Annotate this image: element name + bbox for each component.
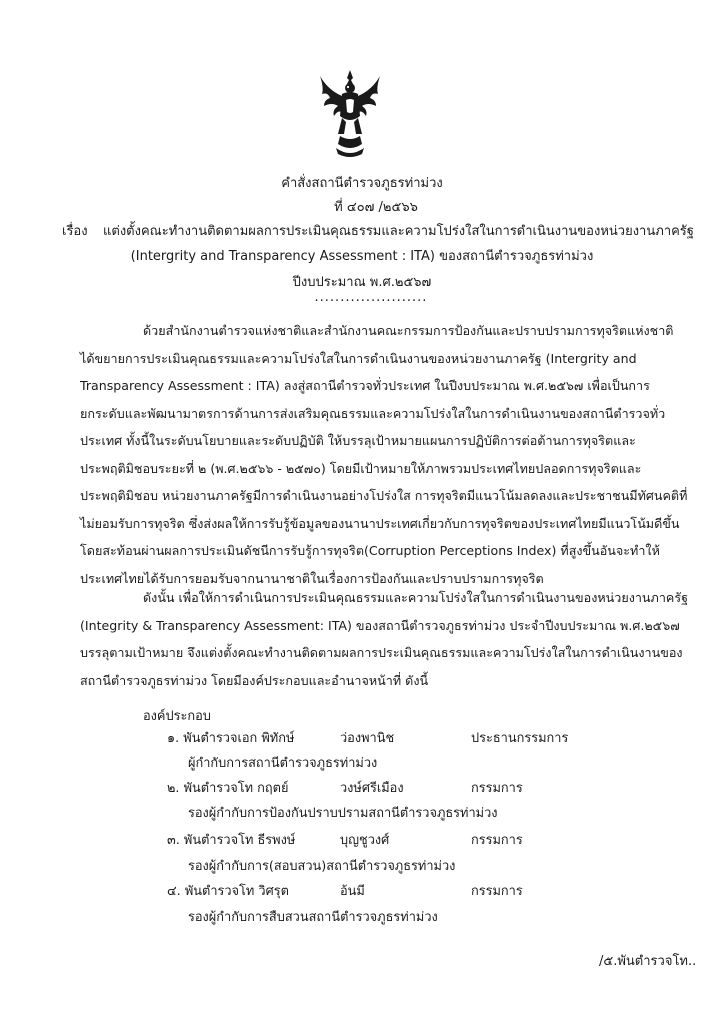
member-row bbox=[0, 829, 724, 857]
member-position-row bbox=[0, 855, 724, 883]
subject-line-3: ปีงบประมาณ พ.ศ.๒๕๖๗ bbox=[292, 275, 432, 290]
continuation-note: /๕.พันตำรวจโท.. bbox=[599, 954, 697, 969]
member-position-row bbox=[0, 802, 724, 830]
member-name: ๔. พันตำรวจโท วิศรุต bbox=[167, 884, 289, 899]
paragraph-2 bbox=[80, 584, 689, 694]
member-surname: อ้นมี bbox=[340, 884, 365, 899]
member-role: ประธานกรรมการ bbox=[471, 731, 569, 746]
member-name: ๓. พันตำรวจโท ธีรพงษ์ bbox=[167, 833, 296, 848]
paragraph-line: โดยสะท้อนผ่านผลการประเมินดัชนีการรับรู้การทุจริต(Corruption Perceptions Index) ที่สูงขึ้นอันจะทำให้ bbox=[80, 543, 660, 558]
subject-line-1: แต่งตั้งคณะทำงานติดตามผลการประเมินคุณธรรมและความโปร่งใสในการดำเนินงานของหน่วยงานภาครัฐ bbox=[103, 224, 694, 239]
paragraph-line: ด้วยสำนักงานตำรวจแห่งชาติและสำนักงานคณะกรรมการป้องกันและปราบปรามการทุจริตแห่งชาติ bbox=[143, 323, 674, 338]
order-title: คำสั่งสถานีตำรวจภูธรท่าม่วง bbox=[281, 176, 443, 191]
member-position: รองผู้กำกับการสืบสวนสถานีตำรวจภูธรท่าม่วง bbox=[188, 910, 438, 925]
member-role: กรรมการ bbox=[471, 833, 523, 848]
member-position-row bbox=[0, 906, 724, 934]
member-position: ผู้กำกับการสถานีตำรวจภูธรท่าม่วง bbox=[188, 756, 378, 771]
order-number: ที่ ๔๐๗ /๒๕๖๖ bbox=[334, 200, 418, 215]
member-role: กรรมการ bbox=[471, 781, 523, 796]
member-name: ๒. พันตำรวจโท กฤตย์ bbox=[167, 781, 289, 796]
member-role: กรรมการ bbox=[471, 884, 523, 899]
paragraph-line: ประพฤติมิชอบ หน่วยงานภาครัฐมีการดำเนินงานอย่างโปร่งใส การทุจริตมีแนวโน้มลดลงและประชาชนมีทัศนคติที่ bbox=[80, 488, 688, 503]
member-position-row bbox=[0, 752, 724, 780]
member-surname: วงษ์ศรีเมือง bbox=[340, 781, 404, 796]
members-heading: องค์ประกอบ bbox=[143, 709, 211, 724]
garuda-emblem-icon bbox=[318, 68, 382, 160]
member-surname: บุญชูวงศ์ bbox=[340, 833, 390, 848]
paragraph-line: บรรลุตามเป้าหมาย จึงแต่งตั้งคณะทำงานติดตามผลการประเมินคุณธรรมและความโปร่งใสในการดำเนินงานของ bbox=[80, 645, 683, 660]
subject-label: เรื่อง bbox=[62, 224, 88, 239]
member-position: รองผู้กำกับการ(สอบสวน)สถานีตำรวจภูธรท่าม่วง bbox=[188, 859, 456, 874]
subject-line-2: (Intergrity and Transparency Assessment : ITA) ของสถานีตำรวจภูธรท่าม่วง bbox=[130, 249, 594, 264]
paragraph-line: ได้ขยายการประเมินคุณธรรมและความโปร่งใสในการดำเนินงานของหน่วยงานภาครัฐ (Intergrity and bbox=[80, 350, 637, 366]
paragraph-line: สถานีตำรวจภูธรท่าม่วง โดยมีองค์ประกอบและอำนาจหน้าที่ ดังนี้ bbox=[80, 672, 429, 688]
paragraph-line: (Integrity & Transparency Assessment: ITA) ของสถานีตำรวจภูธรท่าม่วง ประจำปีงบประมาณ พ.ศ.๒๕๖๗ bbox=[80, 617, 680, 633]
paragraph-line: ประพฤติมิชอบระยะที่ ๒ (พ.ศ.๒๕๖๖ - ๒๕๗๐) โดยมีเป้าหมายให้ภาพรวมประเทศไทยปลอดการทุจริตและ bbox=[80, 460, 642, 476]
separator: ...................... bbox=[314, 290, 428, 305]
member-row bbox=[0, 880, 724, 908]
paragraph-line: Transparency Assessment : ITA) ลงสู่สถานีตำรวจทั่วประเทศ ในปีงบประมาณ พ.ศ.๒๕๖๗ เพื่อเป็นการ bbox=[80, 378, 650, 393]
paragraph-line: ยกระดับและพัฒนามาตรการด้านการส่งเสริมคุณธรรมและความโปร่งใสในการดำเนินงานของสถานีตำรวจทั่ว bbox=[80, 405, 666, 421]
paragraph-1 bbox=[80, 317, 688, 592]
paragraph-line: ประเทศ ทั้งนี้ในระดับนโยบายและระดับปฏิบัติ ให้บรรลุเป้าหมายแผนการปฏิบัติการต่อต้านการทุจริตและ bbox=[80, 433, 636, 448]
member-position: รองผู้กำกับการป้องกันปราบปรามสถานีตำรวจภูธรท่าม่วง bbox=[188, 806, 498, 821]
member-surname: ว่องพานิช bbox=[340, 731, 395, 746]
paragraph-line: ดังนั้น เพื่อให้การดำเนินการประเมินคุณธรรมและความโปร่งใสในการดำเนินงานของหน่วยงานภาครัฐ bbox=[143, 590, 689, 605]
paragraph-line: ประเทศไทยได้รับการยอมรับจากนานาชาติในเรื่องการป้องกันและปราบปรามการทุจริต bbox=[80, 570, 544, 586]
member-row bbox=[0, 777, 724, 805]
member-row bbox=[0, 727, 724, 755]
member-name: ๑. พันตำรวจเอก พิทักษ์ bbox=[167, 731, 295, 746]
paragraph-line: ไม่ยอมรับการทุจริต ซึ่งส่งผลให้การรับรู้ข้อมูลของนานาประเทศเกี่ยวกับการทุจริตของประเทศไทยมีแนวโน้มดีขึ้น bbox=[80, 515, 680, 531]
